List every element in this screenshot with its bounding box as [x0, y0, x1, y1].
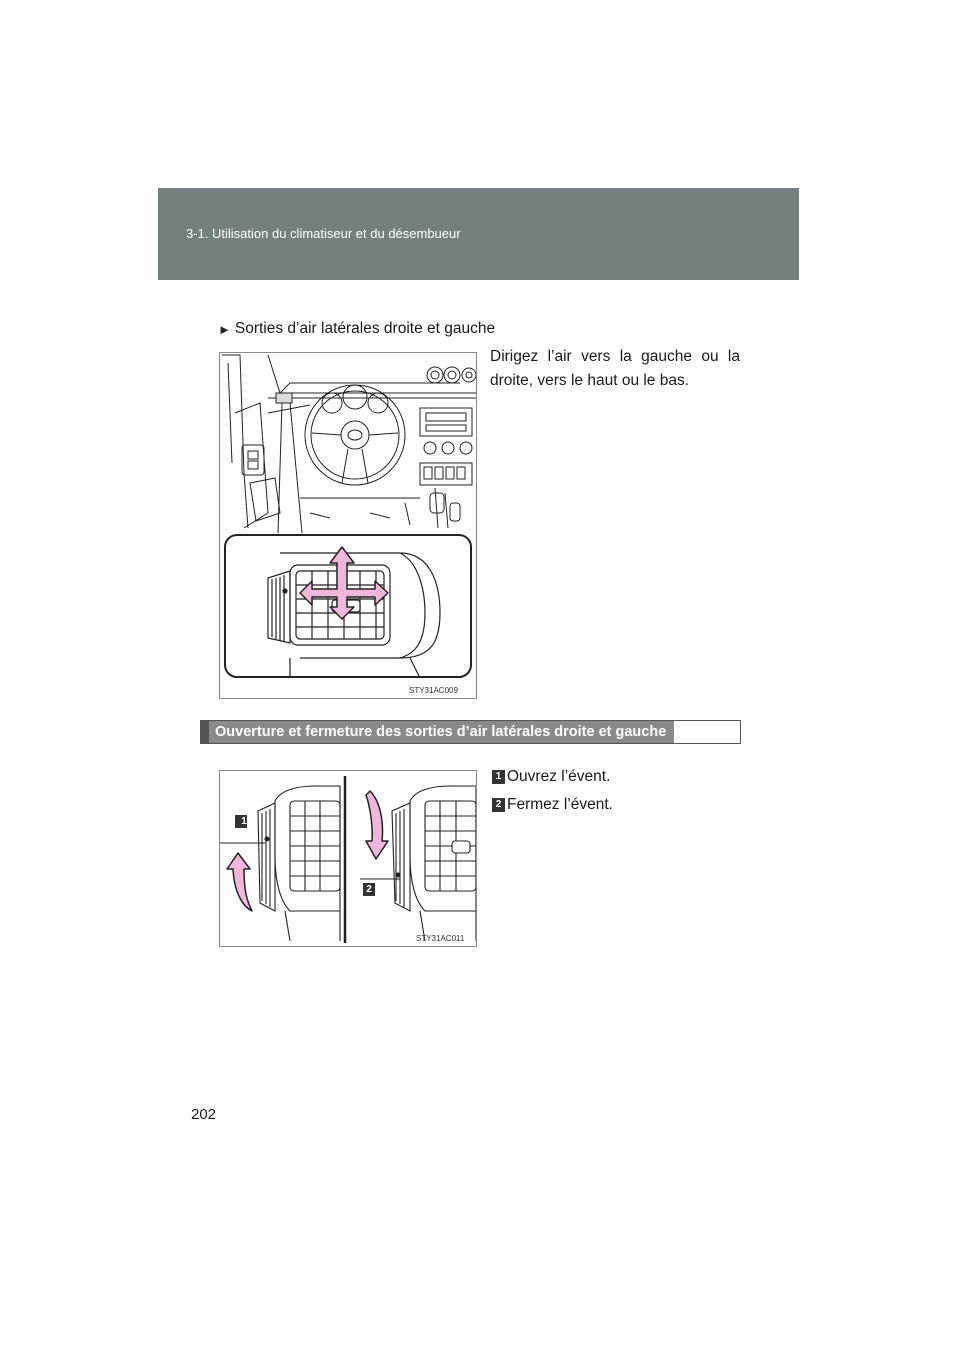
figure2-label-2: 2: [366, 884, 372, 895]
step-1-text: Ouvrez l’évent.: [507, 768, 611, 785]
vent-description: Dirigez l’air vers la gauche ou la droite, vers le haut ou le bas.: [490, 348, 740, 389]
chapter-header: [158, 188, 799, 280]
step-2: [492, 796, 613, 814]
figure1-code: STY31AC009: [409, 686, 458, 695]
page-number: 202: [191, 1106, 217, 1123]
dashboard-drawing: [220, 353, 476, 698]
dashboard-vent-illustration: [219, 352, 477, 699]
triangle-bullet-icon: ►: [218, 321, 231, 337]
figure2-label-1: 1: [241, 816, 247, 827]
step-2-number: 2: [492, 798, 505, 812]
figure2-code: STY31AC011: [416, 934, 465, 943]
section-title: Ouverture et fermeture des sorties d’air latérales droite et gauche: [209, 721, 674, 743]
subheading-text: Sorties d’air latérales droite et gauche: [234, 320, 496, 337]
step-1-number: 1: [492, 770, 505, 784]
step-1: [492, 768, 610, 786]
subheading: [218, 320, 495, 338]
section-marker: [201, 721, 209, 743]
section-heading: [200, 720, 741, 744]
step-2-text: Fermez l’évent.: [507, 796, 613, 813]
chapter-title: 3-1. Utilisation du climatiseur et du désembueur: [186, 226, 461, 241]
vent-dial-drawing: [220, 771, 476, 946]
vent-dial-illustration: [219, 770, 477, 947]
